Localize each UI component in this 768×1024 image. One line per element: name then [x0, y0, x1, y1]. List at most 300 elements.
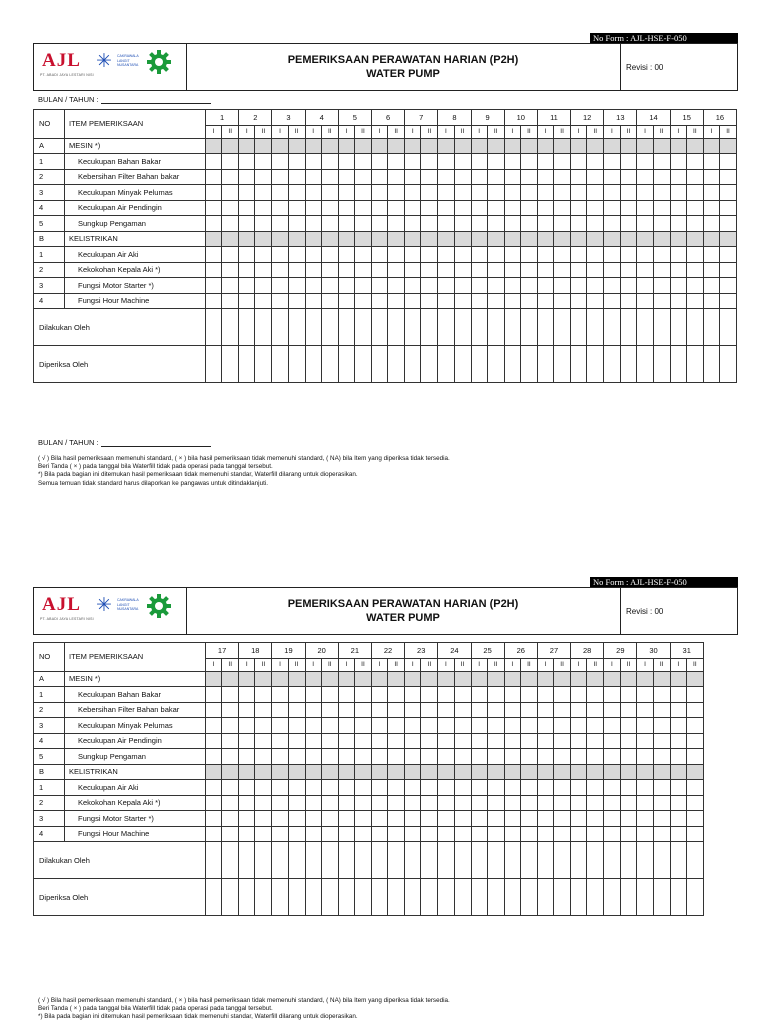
check-cell[interactable]	[587, 262, 604, 278]
check-cell[interactable]	[670, 262, 686, 278]
check-cell[interactable]	[321, 154, 338, 170]
check-cell[interactable]	[222, 826, 239, 842]
check-cell[interactable]	[703, 169, 719, 185]
check-cell[interactable]	[222, 154, 239, 170]
check-cell[interactable]	[520, 262, 537, 278]
check-cell[interactable]	[222, 262, 239, 278]
signature-cell[interactable]	[321, 309, 338, 346]
check-cell[interactable]	[604, 687, 620, 703]
check-cell[interactable]	[405, 749, 421, 765]
check-cell[interactable]	[355, 702, 372, 718]
check-cell[interactable]	[637, 154, 653, 170]
check-cell[interactable]	[388, 247, 405, 263]
check-cell[interactable]	[222, 185, 239, 201]
check-cell[interactable]	[255, 154, 272, 170]
check-cell[interactable]	[222, 811, 239, 827]
check-cell[interactable]	[670, 154, 686, 170]
signature-cell[interactable]	[421, 346, 438, 383]
check-cell[interactable]	[371, 687, 387, 703]
check-cell[interactable]	[454, 702, 471, 718]
check-cell[interactable]	[670, 749, 686, 765]
check-cell[interactable]	[405, 169, 421, 185]
check-cell[interactable]	[371, 795, 387, 811]
check-cell[interactable]	[438, 826, 454, 842]
signature-cell[interactable]	[222, 842, 239, 879]
check-cell[interactable]	[438, 687, 454, 703]
check-cell[interactable]	[338, 780, 354, 796]
check-cell[interactable]	[388, 795, 405, 811]
check-cell[interactable]	[686, 733, 703, 749]
signature-cell[interactable]	[239, 309, 255, 346]
check-cell[interactable]	[587, 169, 604, 185]
check-cell[interactable]	[272, 278, 288, 294]
check-cell[interactable]	[620, 154, 637, 170]
check-cell[interactable]	[388, 718, 405, 734]
check-cell[interactable]	[471, 718, 487, 734]
check-cell[interactable]	[487, 733, 504, 749]
check-cell[interactable]	[421, 811, 438, 827]
check-cell[interactable]	[571, 293, 587, 309]
check-cell[interactable]	[355, 826, 372, 842]
check-cell[interactable]	[239, 185, 255, 201]
signature-cell[interactable]	[388, 346, 405, 383]
check-cell[interactable]	[222, 733, 239, 749]
check-cell[interactable]	[206, 262, 222, 278]
check-cell[interactable]	[305, 718, 321, 734]
signature-cell[interactable]	[438, 346, 454, 383]
check-cell[interactable]	[686, 200, 703, 216]
check-cell[interactable]	[206, 247, 222, 263]
check-cell[interactable]	[471, 262, 487, 278]
check-cell[interactable]	[670, 185, 686, 201]
check-cell[interactable]	[670, 826, 686, 842]
check-cell[interactable]	[587, 200, 604, 216]
check-cell[interactable]	[321, 718, 338, 734]
check-cell[interactable]	[438, 293, 454, 309]
signature-cell[interactable]	[554, 309, 571, 346]
signature-cell[interactable]	[653, 309, 670, 346]
check-cell[interactable]	[686, 293, 703, 309]
check-cell[interactable]	[620, 247, 637, 263]
check-cell[interactable]	[670, 247, 686, 263]
check-cell[interactable]	[222, 216, 239, 232]
signature-cell[interactable]	[637, 309, 653, 346]
check-cell[interactable]	[720, 154, 737, 170]
check-cell[interactable]	[272, 247, 288, 263]
check-cell[interactable]	[487, 154, 504, 170]
check-cell[interactable]	[703, 278, 719, 294]
check-cell[interactable]	[454, 811, 471, 827]
check-cell[interactable]	[305, 811, 321, 827]
signature-cell[interactable]	[371, 309, 387, 346]
check-cell[interactable]	[686, 811, 703, 827]
check-cell[interactable]	[222, 702, 239, 718]
signature-cell[interactable]	[537, 309, 553, 346]
signature-cell[interactable]	[720, 309, 737, 346]
signature-cell[interactable]	[504, 309, 520, 346]
check-cell[interactable]	[686, 154, 703, 170]
check-cell[interactable]	[355, 262, 372, 278]
check-cell[interactable]	[288, 216, 305, 232]
check-cell[interactable]	[604, 780, 620, 796]
check-cell[interactable]	[338, 185, 354, 201]
check-cell[interactable]	[604, 293, 620, 309]
signature-cell[interactable]	[487, 842, 504, 879]
check-cell[interactable]	[520, 216, 537, 232]
check-cell[interactable]	[637, 795, 653, 811]
check-cell[interactable]	[520, 247, 537, 263]
check-cell[interactable]	[321, 216, 338, 232]
signature-cell[interactable]	[222, 879, 239, 916]
check-cell[interactable]	[670, 718, 686, 734]
check-cell[interactable]	[554, 216, 571, 232]
check-cell[interactable]	[454, 154, 471, 170]
signature-cell[interactable]	[371, 842, 387, 879]
signature-cell[interactable]	[371, 346, 387, 383]
signature-cell[interactable]	[305, 309, 321, 346]
check-cell[interactable]	[587, 718, 604, 734]
check-cell[interactable]	[272, 687, 288, 703]
check-cell[interactable]	[571, 200, 587, 216]
check-cell[interactable]	[653, 262, 670, 278]
signature-cell[interactable]	[405, 879, 421, 916]
check-cell[interactable]	[255, 262, 272, 278]
check-cell[interactable]	[338, 200, 354, 216]
check-cell[interactable]	[587, 733, 604, 749]
check-cell[interactable]	[703, 262, 719, 278]
check-cell[interactable]	[670, 733, 686, 749]
check-cell[interactable]	[405, 216, 421, 232]
check-cell[interactable]	[321, 169, 338, 185]
check-cell[interactable]	[255, 749, 272, 765]
check-cell[interactable]	[454, 749, 471, 765]
check-cell[interactable]	[471, 826, 487, 842]
check-cell[interactable]	[520, 811, 537, 827]
check-cell[interactable]	[653, 154, 670, 170]
check-cell[interactable]	[371, 702, 387, 718]
check-cell[interactable]	[571, 795, 587, 811]
check-cell[interactable]	[587, 278, 604, 294]
check-cell[interactable]	[504, 169, 520, 185]
check-cell[interactable]	[637, 718, 653, 734]
check-cell[interactable]	[338, 293, 354, 309]
check-cell[interactable]	[206, 154, 222, 170]
check-cell[interactable]	[272, 262, 288, 278]
check-cell[interactable]	[637, 169, 653, 185]
check-cell[interactable]	[520, 718, 537, 734]
check-cell[interactable]	[587, 795, 604, 811]
check-cell[interactable]	[338, 262, 354, 278]
check-cell[interactable]	[371, 185, 387, 201]
check-cell[interactable]	[653, 216, 670, 232]
check-cell[interactable]	[371, 154, 387, 170]
check-cell[interactable]	[620, 169, 637, 185]
signature-cell[interactable]	[239, 842, 255, 879]
check-cell[interactable]	[454, 262, 471, 278]
check-cell[interactable]	[620, 826, 637, 842]
check-cell[interactable]	[288, 169, 305, 185]
check-cell[interactable]	[653, 795, 670, 811]
check-cell[interactable]	[371, 733, 387, 749]
signature-cell[interactable]	[438, 842, 454, 879]
check-cell[interactable]	[305, 185, 321, 201]
check-cell[interactable]	[321, 278, 338, 294]
check-cell[interactable]	[454, 169, 471, 185]
check-cell[interactable]	[604, 811, 620, 827]
check-cell[interactable]	[637, 200, 653, 216]
check-cell[interactable]	[637, 293, 653, 309]
check-cell[interactable]	[653, 780, 670, 796]
check-cell[interactable]	[571, 687, 587, 703]
check-cell[interactable]	[206, 749, 222, 765]
check-cell[interactable]	[405, 733, 421, 749]
check-cell[interactable]	[571, 154, 587, 170]
check-cell[interactable]	[587, 780, 604, 796]
check-cell[interactable]	[371, 718, 387, 734]
check-cell[interactable]	[239, 702, 255, 718]
check-cell[interactable]	[520, 687, 537, 703]
check-cell[interactable]	[520, 185, 537, 201]
check-cell[interactable]	[288, 247, 305, 263]
check-cell[interactable]	[637, 687, 653, 703]
signature-cell[interactable]	[587, 346, 604, 383]
signature-cell[interactable]	[686, 309, 703, 346]
check-cell[interactable]	[686, 702, 703, 718]
check-cell[interactable]	[438, 718, 454, 734]
check-cell[interactable]	[421, 718, 438, 734]
check-cell[interactable]	[421, 733, 438, 749]
check-cell[interactable]	[703, 200, 719, 216]
signature-cell[interactable]	[272, 879, 288, 916]
check-cell[interactable]	[487, 262, 504, 278]
check-cell[interactable]	[288, 262, 305, 278]
check-cell[interactable]	[587, 749, 604, 765]
check-cell[interactable]	[206, 702, 222, 718]
check-cell[interactable]	[604, 702, 620, 718]
check-cell[interactable]	[206, 200, 222, 216]
check-cell[interactable]	[438, 733, 454, 749]
check-cell[interactable]	[321, 795, 338, 811]
check-cell[interactable]	[405, 293, 421, 309]
check-cell[interactable]	[321, 702, 338, 718]
check-cell[interactable]	[620, 702, 637, 718]
check-cell[interactable]	[371, 811, 387, 827]
check-cell[interactable]	[272, 293, 288, 309]
check-cell[interactable]	[670, 216, 686, 232]
check-cell[interactable]	[371, 780, 387, 796]
check-cell[interactable]	[703, 185, 719, 201]
check-cell[interactable]	[272, 200, 288, 216]
signature-cell[interactable]	[338, 309, 354, 346]
check-cell[interactable]	[405, 795, 421, 811]
signature-cell[interactable]	[703, 309, 719, 346]
check-cell[interactable]	[305, 262, 321, 278]
signature-cell[interactable]	[571, 309, 587, 346]
signature-cell[interactable]	[471, 879, 487, 916]
check-cell[interactable]	[471, 795, 487, 811]
check-cell[interactable]	[222, 795, 239, 811]
check-cell[interactable]	[537, 216, 553, 232]
check-cell[interactable]	[421, 826, 438, 842]
check-cell[interactable]	[620, 718, 637, 734]
check-cell[interactable]	[720, 185, 737, 201]
check-cell[interactable]	[471, 278, 487, 294]
signature-cell[interactable]	[421, 879, 438, 916]
signature-cell[interactable]	[321, 879, 338, 916]
check-cell[interactable]	[388, 687, 405, 703]
check-cell[interactable]	[305, 278, 321, 294]
signature-cell[interactable]	[438, 879, 454, 916]
signature-cell[interactable]	[520, 879, 537, 916]
check-cell[interactable]	[620, 216, 637, 232]
check-cell[interactable]	[239, 718, 255, 734]
signature-cell[interactable]	[686, 879, 703, 916]
signature-cell[interactable]	[454, 346, 471, 383]
month-year-blank-footer[interactable]	[101, 438, 211, 447]
month-year-field[interactable]	[38, 95, 211, 104]
check-cell[interactable]	[520, 200, 537, 216]
check-cell[interactable]	[421, 702, 438, 718]
signature-cell[interactable]	[487, 879, 504, 916]
check-cell[interactable]	[321, 262, 338, 278]
check-cell[interactable]	[338, 795, 354, 811]
check-cell[interactable]	[653, 293, 670, 309]
check-cell[interactable]	[587, 687, 604, 703]
check-cell[interactable]	[504, 200, 520, 216]
signature-cell[interactable]	[288, 842, 305, 879]
check-cell[interactable]	[438, 780, 454, 796]
check-cell[interactable]	[471, 733, 487, 749]
check-cell[interactable]	[571, 811, 587, 827]
check-cell[interactable]	[305, 169, 321, 185]
check-cell[interactable]	[454, 780, 471, 796]
check-cell[interactable]	[206, 293, 222, 309]
check-cell[interactable]	[504, 278, 520, 294]
check-cell[interactable]	[520, 154, 537, 170]
check-cell[interactable]	[321, 749, 338, 765]
check-cell[interactable]	[288, 749, 305, 765]
check-cell[interactable]	[305, 733, 321, 749]
signature-cell[interactable]	[255, 842, 272, 879]
check-cell[interactable]	[206, 718, 222, 734]
signature-cell[interactable]	[653, 842, 670, 879]
signature-cell[interactable]	[537, 346, 553, 383]
check-cell[interactable]	[371, 169, 387, 185]
check-cell[interactable]	[305, 687, 321, 703]
check-cell[interactable]	[222, 200, 239, 216]
check-cell[interactable]	[504, 216, 520, 232]
check-cell[interactable]	[355, 154, 372, 170]
check-cell[interactable]	[321, 780, 338, 796]
check-cell[interactable]	[288, 200, 305, 216]
check-cell[interactable]	[239, 826, 255, 842]
check-cell[interactable]	[454, 247, 471, 263]
check-cell[interactable]	[471, 749, 487, 765]
check-cell[interactable]	[504, 749, 520, 765]
check-cell[interactable]	[421, 780, 438, 796]
check-cell[interactable]	[222, 718, 239, 734]
check-cell[interactable]	[371, 262, 387, 278]
check-cell[interactable]	[355, 185, 372, 201]
check-cell[interactable]	[571, 247, 587, 263]
check-cell[interactable]	[438, 169, 454, 185]
check-cell[interactable]	[321, 811, 338, 827]
check-cell[interactable]	[520, 749, 537, 765]
check-cell[interactable]	[504, 262, 520, 278]
check-cell[interactable]	[504, 185, 520, 201]
check-cell[interactable]	[554, 826, 571, 842]
check-cell[interactable]	[255, 780, 272, 796]
check-cell[interactable]	[554, 795, 571, 811]
check-cell[interactable]	[321, 733, 338, 749]
check-cell[interactable]	[637, 216, 653, 232]
signature-cell[interactable]	[206, 879, 222, 916]
signature-cell[interactable]	[653, 346, 670, 383]
check-cell[interactable]	[321, 687, 338, 703]
check-cell[interactable]	[388, 262, 405, 278]
check-cell[interactable]	[338, 247, 354, 263]
check-cell[interactable]	[604, 262, 620, 278]
check-cell[interactable]	[255, 826, 272, 842]
check-cell[interactable]	[471, 780, 487, 796]
month-year-field-footer[interactable]	[38, 438, 211, 447]
check-cell[interactable]	[338, 687, 354, 703]
check-cell[interactable]	[620, 262, 637, 278]
signature-cell[interactable]	[554, 346, 571, 383]
check-cell[interactable]	[554, 262, 571, 278]
signature-cell[interactable]	[272, 346, 288, 383]
signature-cell[interactable]	[537, 879, 553, 916]
check-cell[interactable]	[288, 795, 305, 811]
check-cell[interactable]	[571, 169, 587, 185]
check-cell[interactable]	[388, 278, 405, 294]
signature-cell[interactable]	[454, 842, 471, 879]
check-cell[interactable]	[554, 733, 571, 749]
check-cell[interactable]	[438, 702, 454, 718]
check-cell[interactable]	[438, 185, 454, 201]
check-cell[interactable]	[239, 169, 255, 185]
check-cell[interactable]	[471, 702, 487, 718]
check-cell[interactable]	[653, 687, 670, 703]
check-cell[interactable]	[537, 687, 553, 703]
check-cell[interactable]	[504, 811, 520, 827]
check-cell[interactable]	[206, 169, 222, 185]
check-cell[interactable]	[471, 169, 487, 185]
signature-cell[interactable]	[670, 842, 686, 879]
check-cell[interactable]	[421, 185, 438, 201]
check-cell[interactable]	[438, 278, 454, 294]
check-cell[interactable]	[686, 795, 703, 811]
check-cell[interactable]	[620, 200, 637, 216]
check-cell[interactable]	[653, 811, 670, 827]
check-cell[interactable]	[305, 749, 321, 765]
signature-cell[interactable]	[620, 346, 637, 383]
signature-cell[interactable]	[720, 346, 737, 383]
check-cell[interactable]	[239, 154, 255, 170]
check-cell[interactable]	[670, 795, 686, 811]
check-cell[interactable]	[537, 200, 553, 216]
check-cell[interactable]	[206, 795, 222, 811]
check-cell[interactable]	[305, 780, 321, 796]
check-cell[interactable]	[405, 247, 421, 263]
check-cell[interactable]	[720, 169, 737, 185]
check-cell[interactable]	[504, 247, 520, 263]
check-cell[interactable]	[321, 247, 338, 263]
check-cell[interactable]	[421, 749, 438, 765]
check-cell[interactable]	[504, 154, 520, 170]
signature-cell[interactable]	[288, 346, 305, 383]
signature-cell[interactable]	[487, 346, 504, 383]
